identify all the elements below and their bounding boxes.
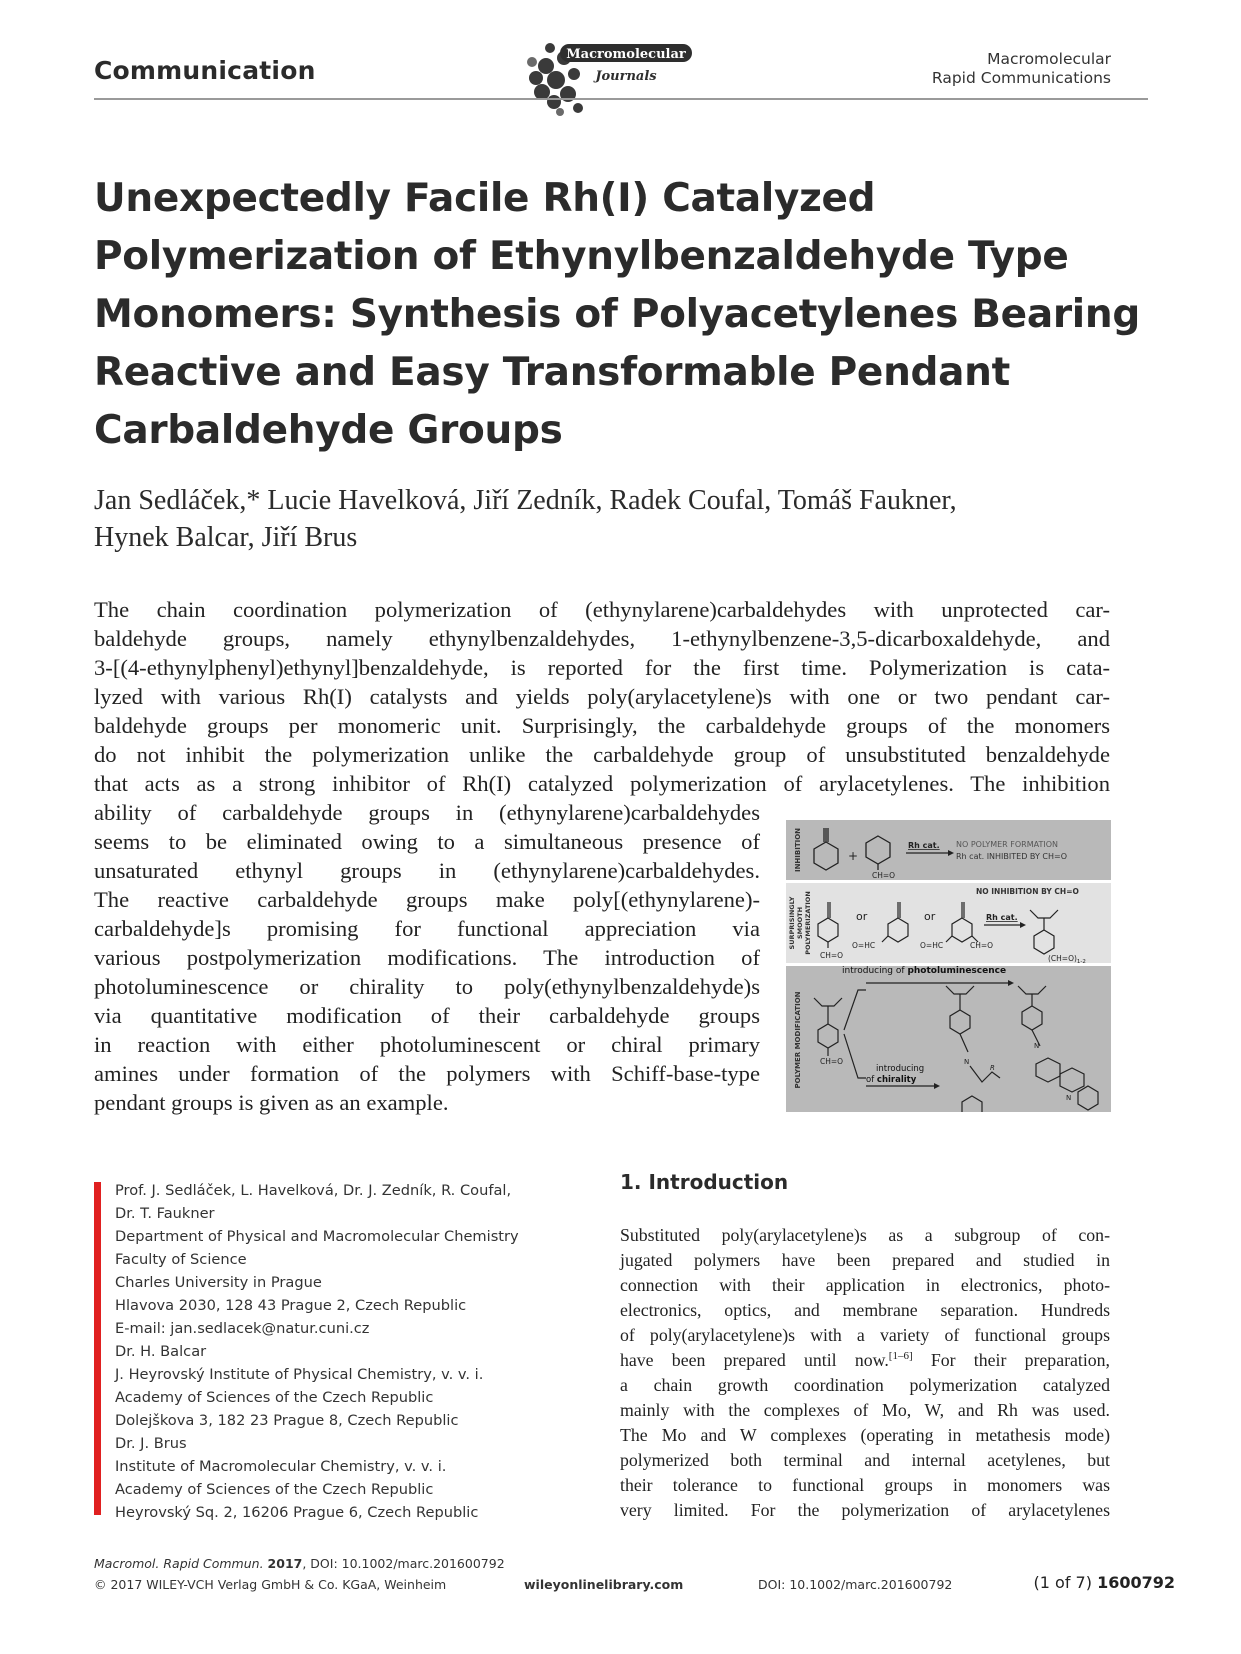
affiliation-email[interactable]: E-mail: jan.sedlacek@natur.cuni.cz xyxy=(115,1320,370,1337)
introduction-line: jugated polymers have been prepared and studied in xyxy=(620,1250,1110,1270)
introduction-line: polymerized both terminal and internal acetylenes, but xyxy=(620,1450,1110,1470)
abstract-line: lyzed with various Rh(I) catalysts and yields poly(arylacetylene)s with one or two pendant car- xyxy=(94,684,1110,709)
affiliation-line: J. Heyrovský Institute of Physical Chemistry, v. v. i. xyxy=(115,1366,484,1383)
introduction-line: of poly(arylacetylene)s with a variety of functional groups xyxy=(620,1325,1110,1345)
polymerization-label-3: POLYMERIZATION xyxy=(804,891,812,955)
journal-name-line1: Macromolecular xyxy=(987,50,1111,68)
abstract-line: that acts as a strong inhibitor of Rh(I) catalyzed polymerization of arylacetylenes. The inhibition xyxy=(94,771,1110,796)
affiliation-line: Dr. J. Brus xyxy=(115,1435,187,1452)
abstract-line: baldehyde groups, namely ethynylbenzaldehydes, 1-ethynylbenzene-3,5-dicarboxaldehyde, and xyxy=(94,626,1110,651)
inhibited-text: Rh cat. INHIBITED BY CH=O xyxy=(956,852,1067,861)
website-link[interactable]: wileyonlinelibrary.com xyxy=(524,1577,684,1592)
introduction-line xyxy=(620,1348,1110,1373)
introduction-heading: 1. Introduction xyxy=(620,1170,789,1194)
author-line-2: Hynek Balcar, Jiří Brus xyxy=(94,522,358,553)
abstract-line: 3-[(4-ethynylphenyl)ethynyl]benzaldehyde, is reported for the first time. Polymerization is cata- xyxy=(94,655,1110,680)
no-polymer-text: NO POLYMER FORMATION xyxy=(956,840,1059,849)
affiliation-line: Dr. H. Balcar xyxy=(115,1343,207,1360)
carbazole-n-label: N xyxy=(1066,1094,1072,1102)
page-number xyxy=(1034,1573,1175,1592)
author-list xyxy=(94,482,1154,556)
citation-link[interactable]: [1–6] xyxy=(888,1350,913,1363)
abstract-line: seems to be eliminated owing to a simultaneous presence of xyxy=(94,829,760,854)
polymerization-label-1: SURPRISINGLY xyxy=(788,896,796,950)
affiliation-line: Academy of Sciences of the Czech Republic xyxy=(115,1481,434,1498)
product-group-subscript: 1-2 xyxy=(1076,959,1086,965)
rh-catalyst-label: Rh cat. xyxy=(908,841,940,850)
rh-catalyst-label: Rh cat. xyxy=(986,913,1018,922)
imine-n-label: N xyxy=(1034,1042,1040,1050)
abstract-line: via quantitative modification of their carbaldehyde groups xyxy=(94,1003,760,1028)
doi-text[interactable]: DOI: 10.1002/marc.201600792 xyxy=(758,1577,953,1592)
affiliation-line: Dr. T. Faukner xyxy=(115,1205,215,1222)
affiliation-line: Faculty of Science xyxy=(115,1251,247,1268)
header-rule xyxy=(94,98,1148,100)
author-line-1: Jan Sedláček,* Lucie Havelková, Jiří Zedník, Radek Coufal, Tomáš Faukner, xyxy=(94,485,957,516)
journal-name-line2: Rapid Communications xyxy=(931,69,1111,87)
aldehyde-group-label: CH=O xyxy=(872,871,896,880)
introduction-line: a chain growth coordination polymerization catalyzed xyxy=(620,1375,1110,1395)
or-text: or xyxy=(924,910,936,923)
abstract-line: photoluminescence or chirality to poly(ethynylbenzaldehyde)s xyxy=(94,974,760,999)
journal-abbrev: Macromol. Rapid Commun. xyxy=(94,1556,264,1571)
journal-name xyxy=(932,50,1111,88)
citation-year: 2017 xyxy=(267,1556,303,1571)
chirality-caption-prefix: introducing xyxy=(876,1064,925,1074)
introduction-text: For their preparation, xyxy=(912,1350,1111,1370)
introduction-text: have been prepared until now. xyxy=(620,1350,889,1370)
abstract-line: pendant groups is given as an example. xyxy=(94,1090,449,1115)
affiliation-line: Department of Physical and Macromolecular Chemistry xyxy=(115,1228,519,1245)
plus-symbol: + xyxy=(848,849,859,863)
affiliation-line: Hlavova 2030, 128 43 Prague 2, Czech Republic xyxy=(115,1297,467,1314)
toc-graphic xyxy=(786,820,1111,1112)
abstract-line: ability of carbaldehyde groups in (ethynylarene)carbaldehydes xyxy=(94,800,760,825)
aldehyde-group-label: CH=O xyxy=(820,1057,844,1066)
abstract-line: carbaldehyde]s promising for functional appreciation via xyxy=(94,916,760,941)
aldehyde-group-label: CH=O xyxy=(820,951,844,960)
polymerization-label-2: SMOOTH xyxy=(796,906,804,940)
introduction-line: connection with their application in electronics, photo- xyxy=(620,1275,1110,1295)
introduction-line: their tolerance to functional groups in monomers was xyxy=(620,1475,1110,1495)
citation-doi: , DOI: 10.1002/marc.201600792 xyxy=(302,1556,505,1571)
photoluminescence-bold: photoluminescence xyxy=(907,966,1007,976)
abstract-line: The reactive carbaldehyde groups make poly[(ethynylarene)- xyxy=(94,887,760,912)
article-title: Unexpectedly Facile Rh(I) Catalyzed Polymerization of Ethynylbenzaldehyde Type Monomers: Synthesis of Polyacetylenes Bearing Reactive and Easy Transformable Pendant Carbaldehyde Groups xyxy=(94,176,1140,453)
affiliation-line: Prof. J. Sedláček, L. Havelková, Dr. J. Zedník, R. Coufal, xyxy=(115,1182,512,1199)
introduction-line: mainly with the complexes of Mo, W, and Rh was used. xyxy=(620,1400,1110,1420)
introduction-line: very limited. For the polymerization of arylacetylenes xyxy=(620,1500,1110,1520)
affiliation-line: Institute of Macromolecular Chemistry, v. v. i. xyxy=(115,1458,447,1475)
affiliation-line: Heyrovský Sq. 2, 16206 Prague 6, Czech Republic xyxy=(115,1504,479,1521)
photoluminescence-prefix: introducing of xyxy=(842,966,905,976)
chirality-bold: chirality xyxy=(876,1075,917,1085)
inhibition-panel xyxy=(786,820,1111,880)
chirality-caption xyxy=(866,1075,917,1085)
abstract-line: unsaturated ethynyl groups in (ethynylarene)carbaldehydes. xyxy=(94,858,760,883)
imine-n-label: N xyxy=(964,1058,970,1066)
aldehyde-group-label: O=HC xyxy=(852,941,876,950)
abstract-line: in reaction with either photoluminescent or chiral primary xyxy=(94,1032,760,1057)
inhibition-label: INHIBITION xyxy=(794,827,802,873)
copyright-notice: © 2017 WILEY-VCH Verlag GmbH & Co. KGaA, Weinheim xyxy=(94,1577,447,1592)
affiliation-accent-bar xyxy=(94,1182,101,1515)
page-of: (1 of 7) xyxy=(1033,1573,1092,1592)
affiliation-line: Academy of Sciences of the Czech Republic xyxy=(115,1389,434,1406)
logo-text-top: Macromolecular xyxy=(566,47,686,62)
product-group-text: (CH=O) xyxy=(1048,954,1077,963)
citation-footer xyxy=(94,1556,505,1571)
no-inhibition-text: NO INHIBITION BY CH=O xyxy=(976,887,1079,896)
abstract-line: baldehyde groups per monomeric unit. Surprisingly, the carbaldehyde groups of the monomers xyxy=(94,713,1110,738)
introduction-line: electronics, optics, and membrane separation. Hundreds xyxy=(620,1300,1110,1320)
section-label: Communication xyxy=(94,56,316,85)
article-number: 1600792 xyxy=(1097,1573,1175,1592)
chiral-r-label: R xyxy=(990,1064,995,1072)
affiliation-line: Charles University in Prague xyxy=(115,1274,322,1291)
abstract-line: amines under formation of the polymers with Schiff-base-type xyxy=(94,1061,760,1086)
or-text: or xyxy=(856,910,868,923)
logo-text-bottom: Journals xyxy=(595,69,657,84)
aldehyde-group-label: CH=O xyxy=(970,941,994,950)
abstract-line: The chain coordination polymerization of (ethynylarene)carbaldehydes with unprotected car- xyxy=(94,597,1110,622)
journal-logo xyxy=(520,36,700,116)
chirality-of: of xyxy=(866,1075,875,1085)
abstract-line: do not inhibit the polymerization unlike the carbaldehyde group of unsubstituted benzaldehyde xyxy=(94,742,1110,767)
photoluminescence-caption xyxy=(842,966,1006,976)
introduction-line: The Mo and W complexes (operating in metathesis mode) xyxy=(620,1425,1110,1445)
abstract-line: various postpolymerization modifications. The introduction of xyxy=(94,945,760,970)
aldehyde-group-label: O=HC xyxy=(920,941,944,950)
introduction-line: Substituted poly(arylacetylene)s as a subgroup of con- xyxy=(620,1225,1110,1245)
affiliation-line: Dolejškova 3, 182 23 Prague 8, Czech Republic xyxy=(115,1412,459,1429)
modification-label: POLYMER MODIFICATION xyxy=(794,991,802,1089)
